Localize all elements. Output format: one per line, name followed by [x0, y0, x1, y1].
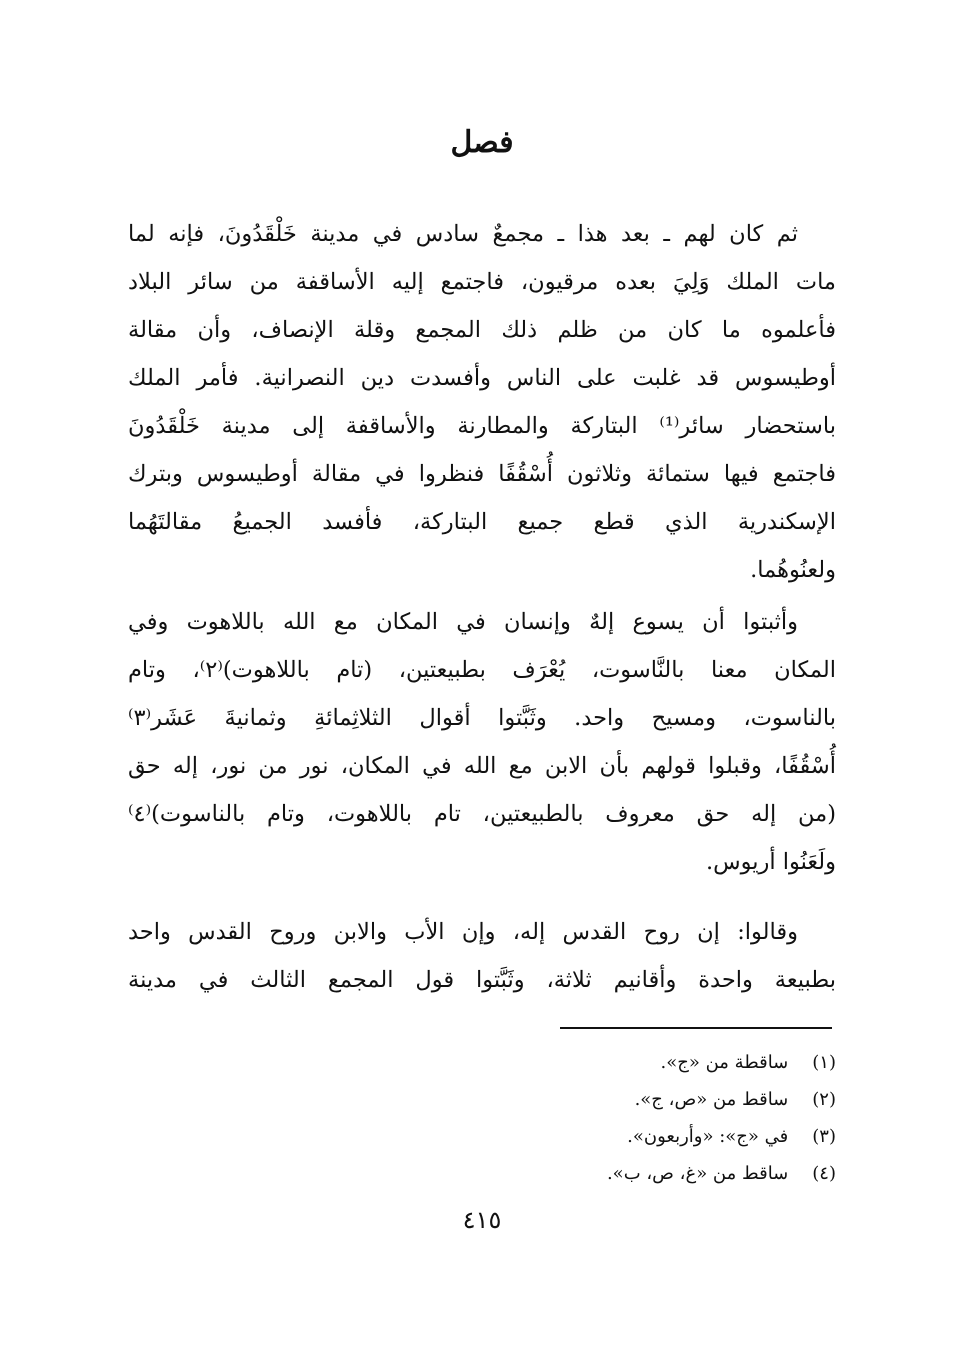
footnote — [300, 1118, 836, 1155]
page-number: ٤١٥ — [462, 1206, 502, 1234]
footnote-text: ساقط من «غ، ص، ب». — [606, 1163, 789, 1184]
footnote-number: (٤) — [812, 1163, 836, 1184]
paragraph-line: مات الملك وَلِيَ بعده مرقيون، فاجتمع إليه الأساقفة من سائر البلاد — [128, 269, 836, 295]
footnote-text: في «ج»: «وأربعون». — [627, 1126, 789, 1147]
paragraph-line: وأثبتوا أن يسوع إلهٌ وإنسان في المكان مع الله باللاهوت وفي — [128, 609, 798, 635]
paragraph-line: ولعنُوهُما. — [750, 557, 836, 583]
paragraph-line: وقالوا: إن روح القدس إله، وإن الأب والابن وروح القدس واحد — [128, 919, 798, 945]
footnote-text: ساقط من «ص، ج». — [634, 1089, 789, 1110]
footnote-number: (٢) — [812, 1089, 836, 1110]
footnote — [300, 1044, 836, 1081]
paragraph-line: فأعلموه ما كان من ظلم ذلك المجمع وقلة الإنصاف، وأن مقالة — [128, 317, 836, 343]
footnotes — [300, 1044, 836, 1192]
paragraph-line: الإسكندرية الذي قطع جميع البتاركة، فأفسد الجميعُ مقالتَهُما — [128, 509, 836, 535]
paragraph-line: بالناسوت، ومسيح واحد. وثَبَّتوا أقوال الثلاثِمائةِ وثمانيةَ عَشَر⁽٣⁾ — [128, 705, 836, 731]
footnote-number: (٣) — [812, 1126, 836, 1147]
footnote — [300, 1155, 836, 1192]
paragraph-line: أُسْقُفًا، وقبلوا قولهم بأن الابن مع الله في المكان، نور من نور، إله حق — [128, 753, 836, 779]
paragraph-3 — [128, 908, 836, 1004]
paragraph-line: فاجتمع فيها ستمائة وثلاثون أُسْقُفًا فنظروا في مقالة أوطيسوس وبترك — [128, 461, 836, 487]
footnote — [300, 1081, 836, 1118]
footnote-number: (١) — [812, 1052, 836, 1073]
paragraph-line: ولَعَنُوا أريوس. — [705, 849, 836, 875]
paragraph-line: (من إله حق معروف بالطبيعتين، تام باللاهوت، وتام بالناسوت)⁽٤⁾ — [128, 801, 836, 827]
footnote-text: ساقطة من «ج». — [660, 1052, 789, 1073]
paragraph-2 — [128, 598, 836, 886]
paragraph-line: بطبيعة واحدة وأقانيم ثلاثة، وثَبَّتوا قول المجمع الثالث في مدينة — [128, 967, 836, 993]
paragraph-1 — [128, 210, 836, 594]
section-heading: فصل — [450, 125, 514, 160]
footnote-divider — [560, 1027, 832, 1029]
paragraph-line: ثم كان لهم ـ بعد هذا ـ مجمعٌ سادس في مدينة خَلْقَدُونَ، فإنه لما — [128, 221, 798, 247]
paragraph-line: أوطيسوس قد غلبت على الناس وأفسدت دين النصرانية. فأمر الملك — [128, 365, 836, 391]
paragraph-line: باستحضار سائر⁽¹⁾ البتاركة والمطارنة والأساقفة إلى مدينة خَلْقَدُونَ — [128, 413, 836, 439]
paragraph-line: المكان معنا بالنَّاسوت، يُعْرَف بطبيعتين، (تام باللاهوت)⁽٢⁾، وتام — [128, 657, 836, 683]
